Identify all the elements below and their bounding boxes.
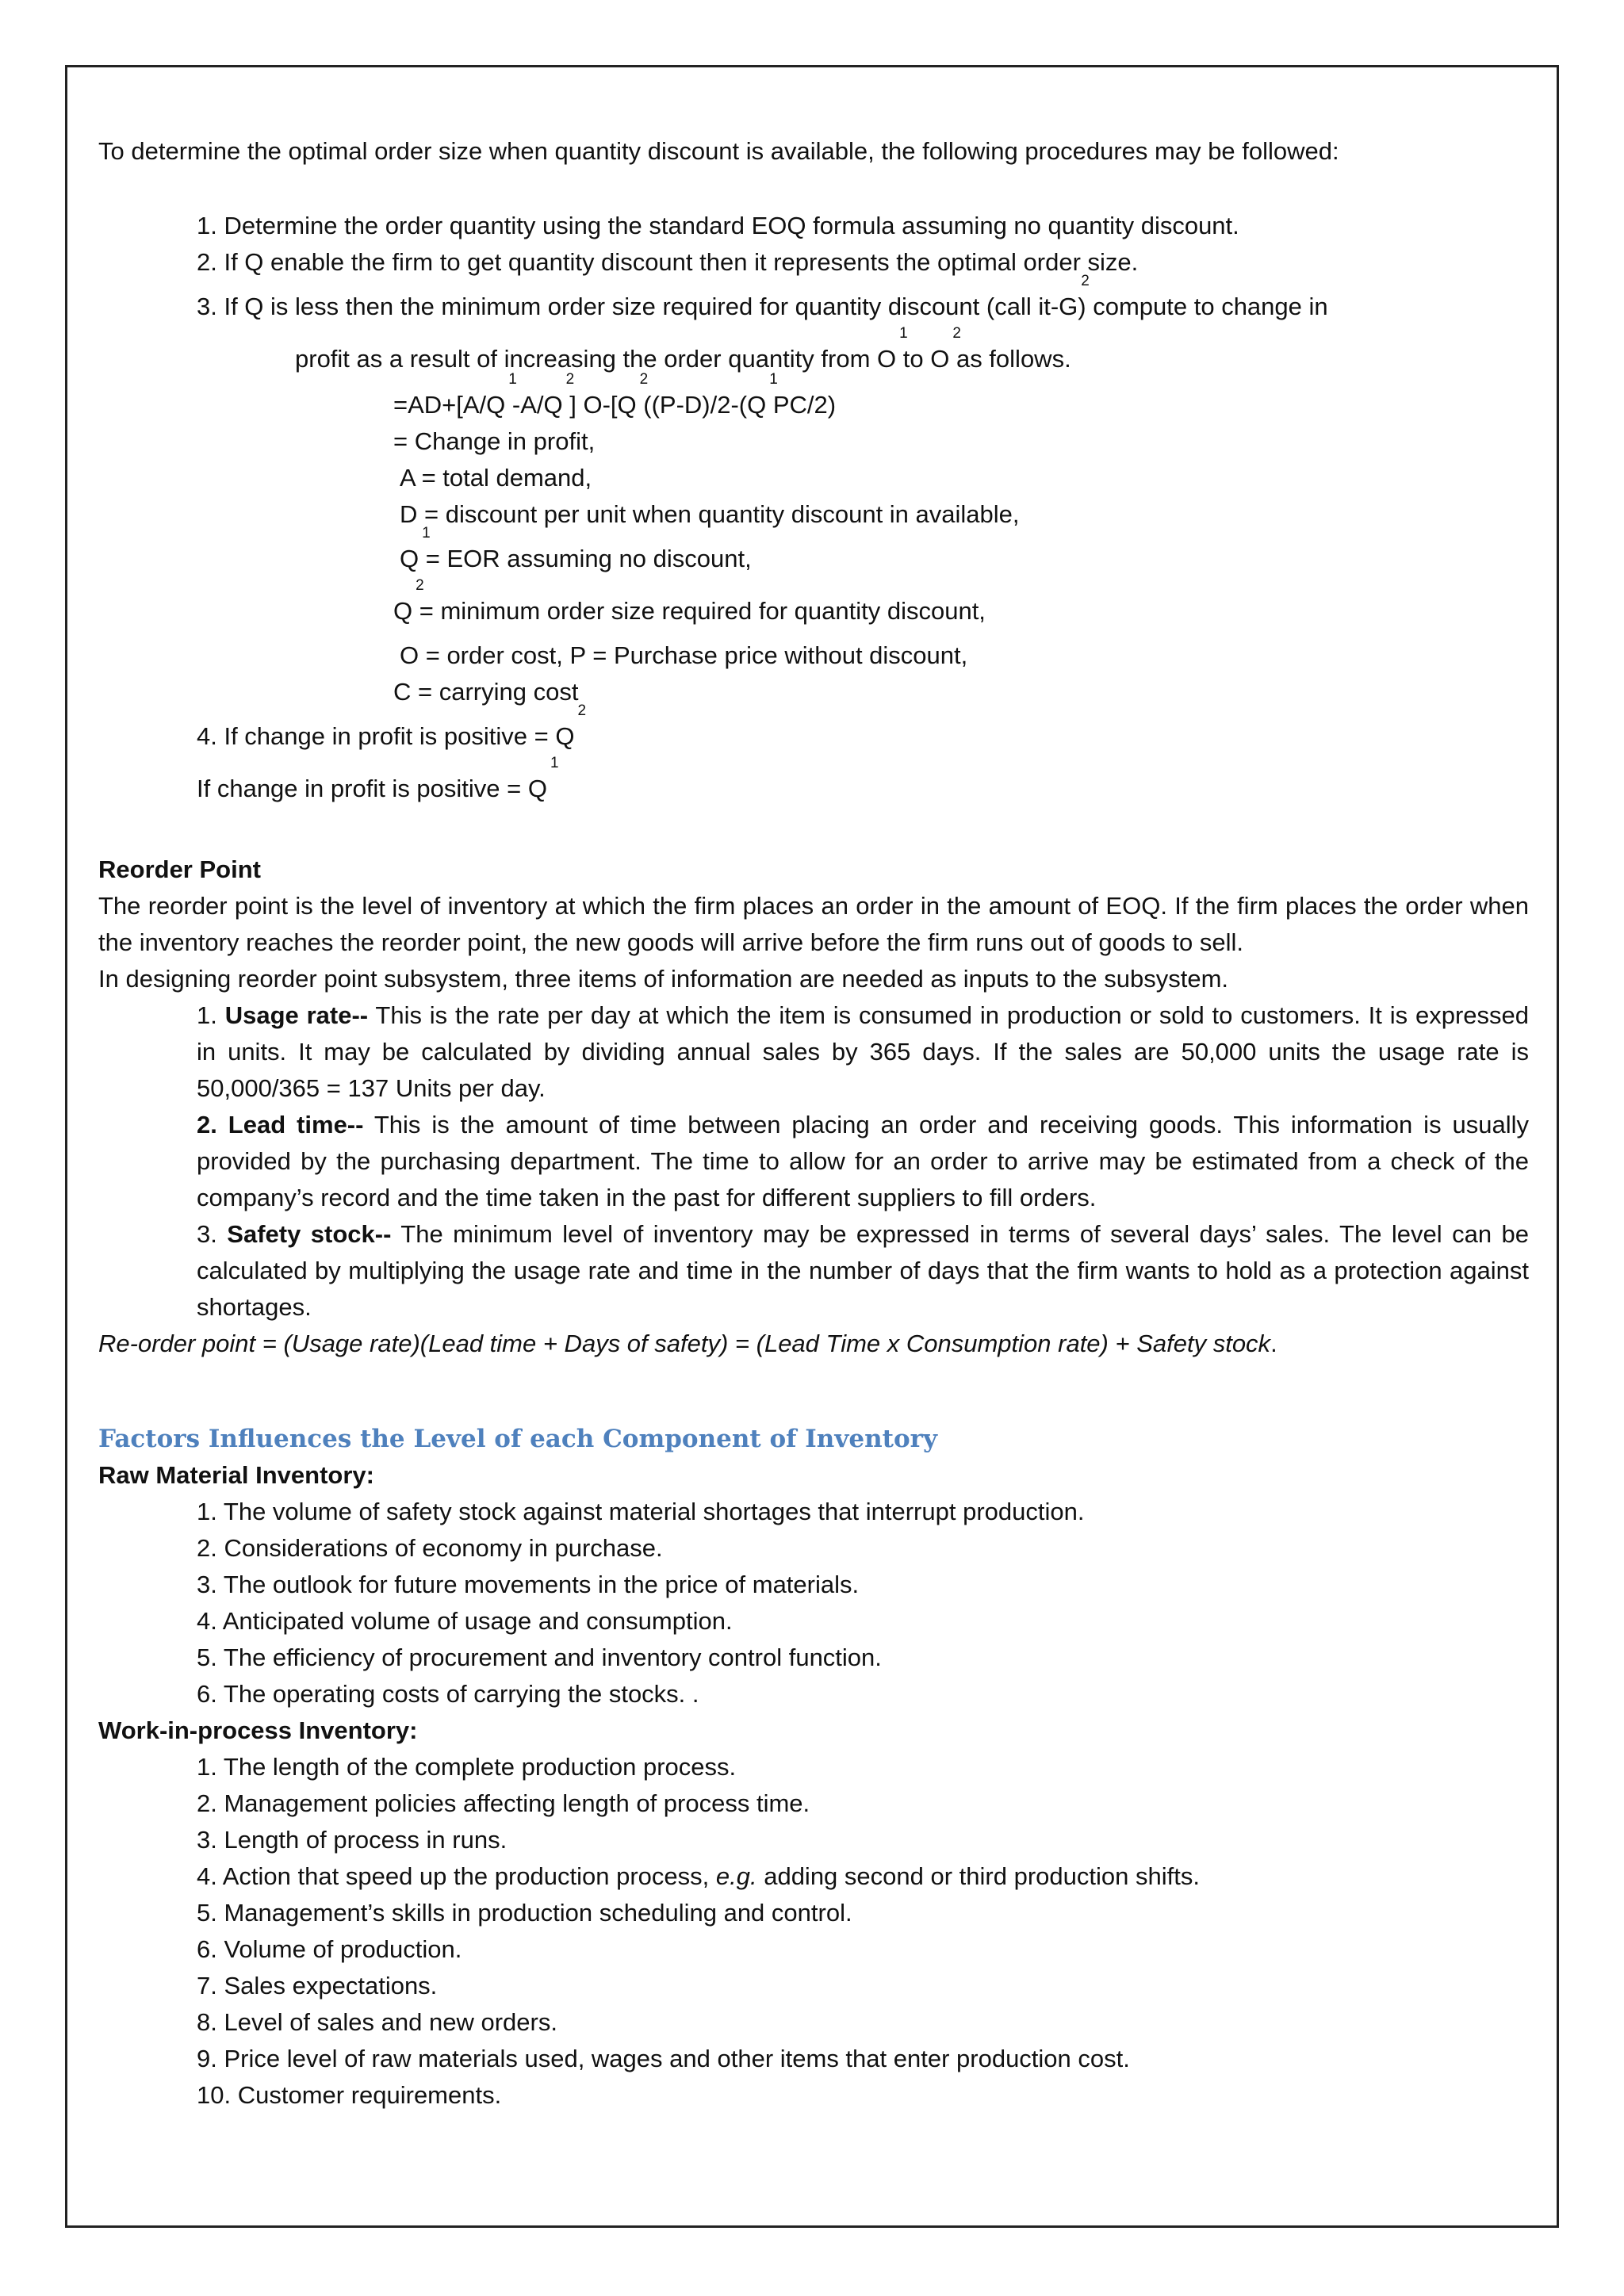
step-1: 1. Determine the order quantity using the standard EOQ formula assuming no quantity discount. bbox=[197, 212, 1239, 239]
def-q2: Q 2 = minimum order size required for quantity discount, bbox=[393, 577, 986, 625]
raw-material-item: 2. Considerations of economy in purchase. bbox=[197, 1534, 663, 1562]
wip-item: 1. The length of the complete production process. bbox=[197, 1753, 737, 1781]
safety-stock-item: 3. Safety stock-- The minimum level of inventory may be expressed in terms of several days’ sales. The level can be calculated by multiplying the usage rate and time in the number of days that the firm wants to hold as a protection against shortages. bbox=[197, 1220, 1529, 1321]
reorder-point-title: Reorder Point bbox=[98, 855, 261, 883]
reorder-paragraph-2: In designing reorder point subsystem, three items of information are needed as inputs to the subsystem. bbox=[98, 965, 1229, 993]
wip-item: 3. Length of process in runs. bbox=[197, 1826, 508, 1854]
raw-material-item: 3. The outlook for future movements in the price of materials. bbox=[197, 1571, 860, 1598]
step-2: 2. If Q enable the firm to get quantity discount then it represents the optimal order size. bbox=[197, 248, 1139, 276]
spacer bbox=[98, 815, 1529, 851]
raw-material-item: 1. The volume of safety stock against material shortages that interrupt production. bbox=[197, 1498, 1085, 1525]
def-carrying-cost: C = carrying cost bbox=[393, 678, 579, 706]
raw-material-title: Raw Material Inventory: bbox=[98, 1461, 374, 1489]
raw-material-item: 6. The operating costs of carrying the stocks. . bbox=[197, 1680, 699, 1708]
factors-heading: Factors Influences the Level of each Component of Inventory bbox=[98, 1425, 937, 1453]
wip-item: 2. Management policies affecting length of process time. bbox=[197, 1789, 810, 1817]
wip-title: Work-in-process Inventory: bbox=[98, 1716, 418, 1744]
reorder-paragraph-1: The reorder point is the level of inventory at which the firm places an order in the amount of EOQ. If the firm places the order when the inventory reaches the reorder point, the new goods will arrive before the firm runs out of goods to sell. bbox=[98, 892, 1529, 956]
step-4-alt: If change in profit is positive = Q 1 bbox=[197, 755, 559, 802]
reorder-formula: Re-order point = (Usage rate)(Lead time + Days of safety) = (Lead Time x Consumption rate) + Safety stock. bbox=[98, 1330, 1277, 1357]
wip-item: 10. Customer requirements. bbox=[197, 2081, 502, 2109]
wip-item: 9. Price level of raw materials used, wages and other items that enter production cost. bbox=[197, 2045, 1130, 2072]
def-change-in-profit: = Change in profit, bbox=[393, 427, 596, 455]
usage-rate-item: 1. Usage rate-- This is the rate per day at which the item is consumed in production or sold to customers. It is expressed in units. It may be calculated by dividing annual sales by 365 days. If the sales are 50,000 units the usage rate is 50,000/365 = 137 Units per day. bbox=[197, 1001, 1530, 1102]
def-q1: Q 1 = EOR assuming no discount, bbox=[400, 525, 752, 572]
wip-item: 6. Volume of production. bbox=[197, 1935, 462, 1963]
intro-paragraph: To determine the optimal order size when quantity discount is available, the following procedures may be followed: bbox=[98, 137, 1339, 165]
spacer bbox=[98, 170, 1529, 208]
profit-formula: =AD+[A/Q 1 -A/Q 2 ] O-[Q 2 ((P-D)/2-(Q 1 PC/2) bbox=[393, 371, 837, 419]
def-total-demand: A = total demand, bbox=[400, 464, 592, 492]
wip-item: 8. Level of sales and new orders. bbox=[197, 2008, 557, 2036]
step-4: 4. If change in profit is positive = Q 2 bbox=[197, 702, 587, 750]
lead-time-item: 2. Lead time-- This is the amount of time between placing an order and receiving goods. This information is usually provided by the purchasing department. The time to allow for an order to arrive may be estimated from a check of the company’s record and the time taken in the past for different suppliers to fill orders. bbox=[197, 1111, 1529, 1211]
raw-material-item: 5. The efficiency of procurement and inventory control function. bbox=[197, 1644, 882, 1671]
wip-item: 4. Action that speed up the production process, e.g. adding second or third production shifts. bbox=[197, 1862, 1200, 1890]
wip-item: 5. Management’s skills in production scheduling and control. bbox=[197, 1899, 852, 1927]
def-order-cost: O = order cost, P = Purchase price without discount, bbox=[400, 641, 968, 669]
def-discount: D = discount per unit when quantity discount in available, bbox=[400, 500, 1020, 528]
step-3-continuation: profit as a result of increasing the order quantity from O 1 to O 2 as follows. bbox=[295, 325, 1071, 373]
document-body bbox=[98, 133, 1529, 2114]
wip-item: 7. Sales expectations. bbox=[197, 1972, 438, 1999]
step-3: 3. If Q is less then the minimum order size required for quantity discount (call it-G 2 ) compute to change in bbox=[197, 273, 1328, 320]
raw-material-item: 4. Anticipated volume of usage and consumption. bbox=[197, 1607, 733, 1635]
